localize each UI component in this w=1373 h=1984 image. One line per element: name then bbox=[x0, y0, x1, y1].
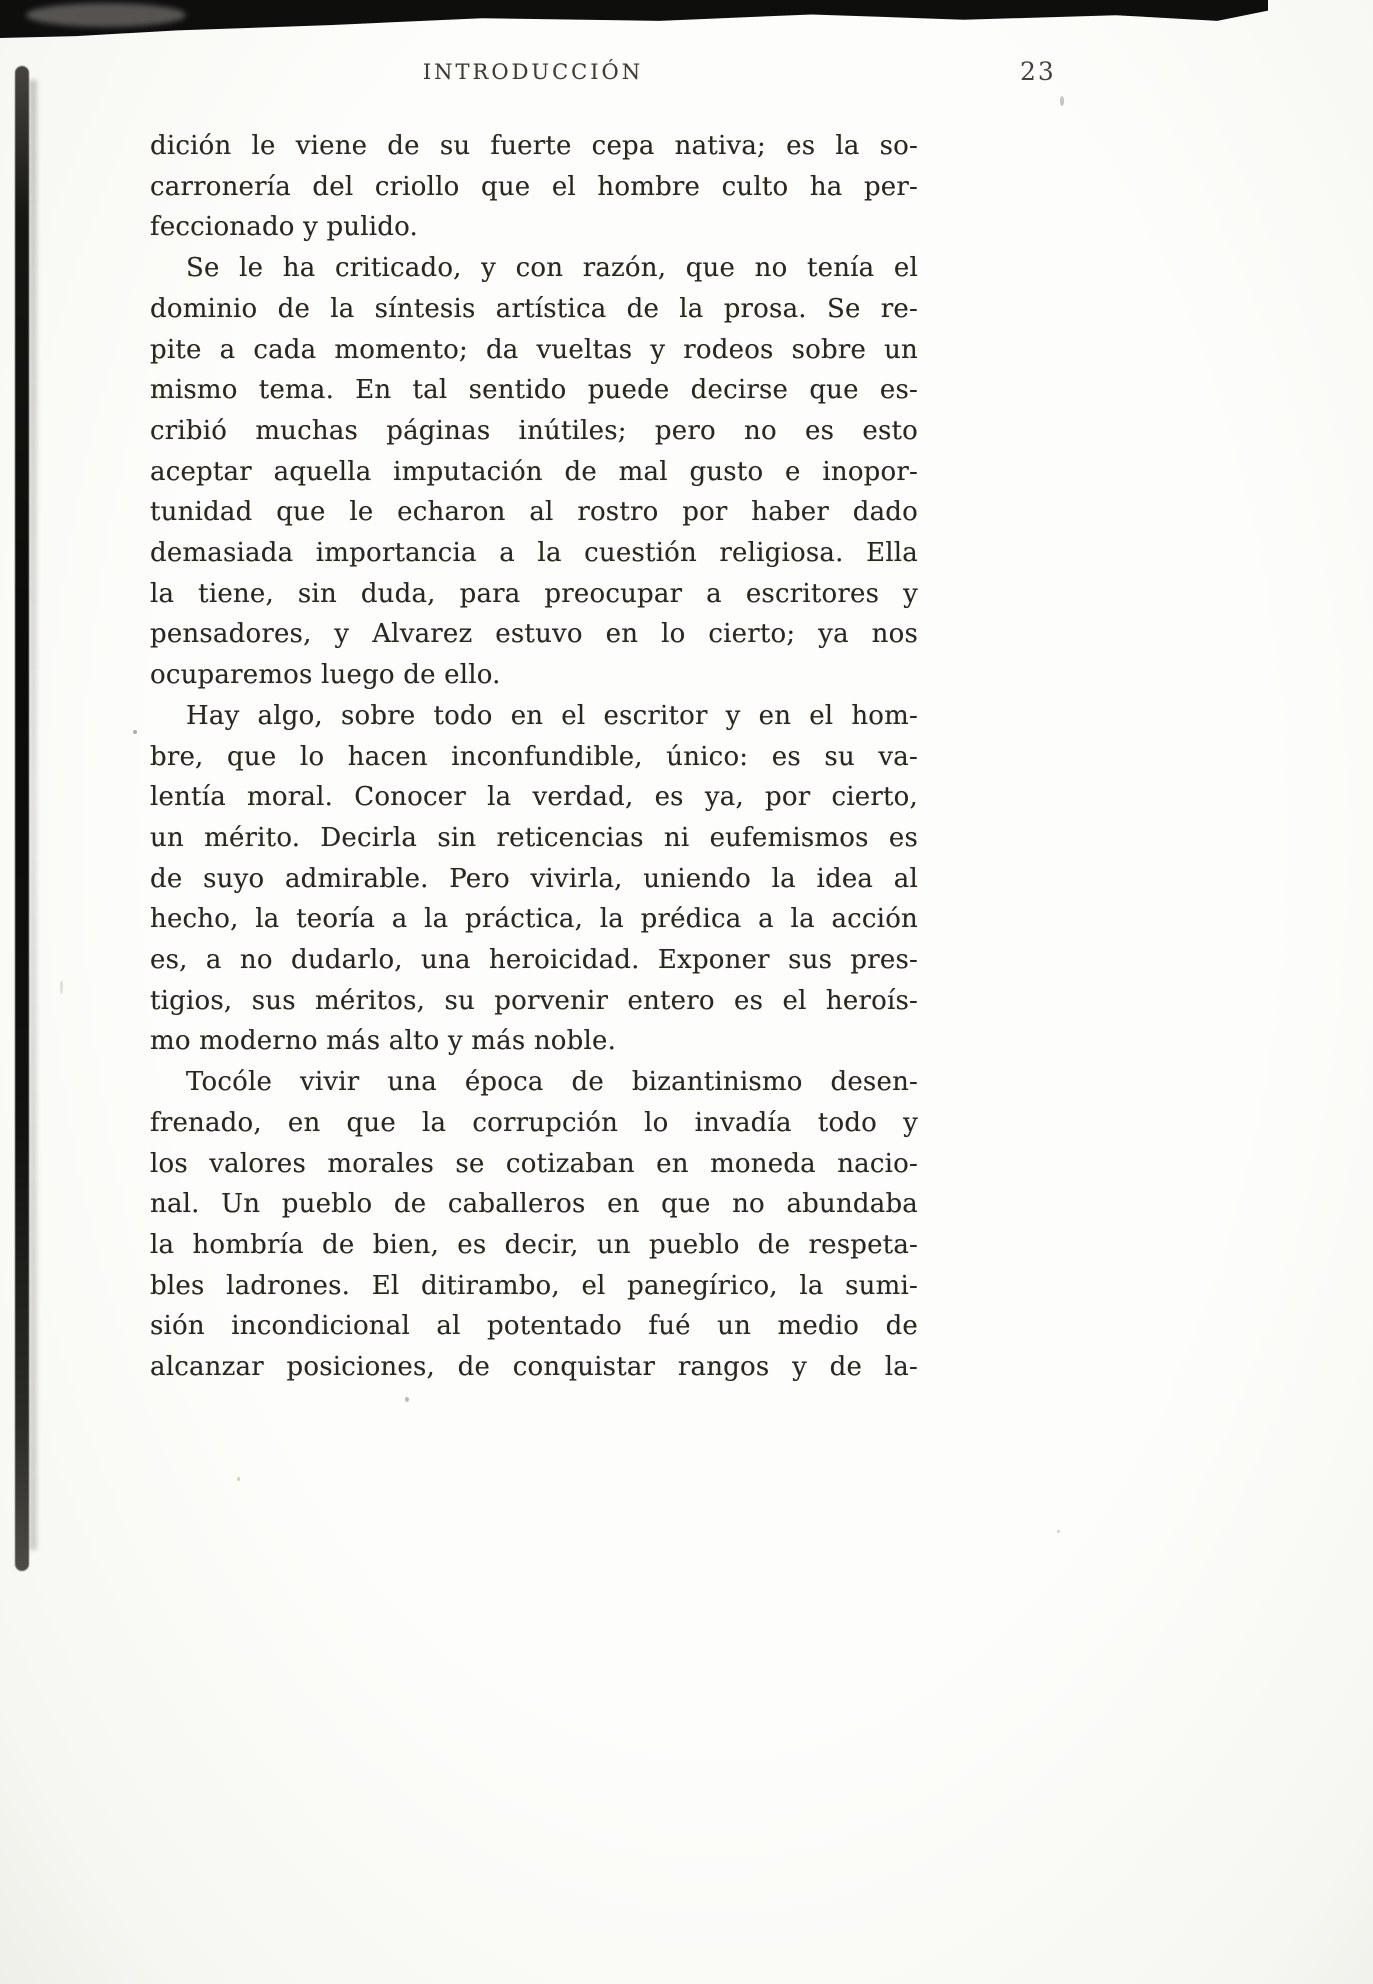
text-line: mo moderno más alto y más noble. bbox=[150, 1026, 617, 1057]
text-line: un mérito. Decirla sin reticencias ni eufemismos es bbox=[150, 822, 918, 853]
text-line: tigios, sus méritos, su porvenir entero es el heroís- bbox=[150, 985, 918, 1016]
text-line: carronería del criollo que el hombre culto ha per- bbox=[150, 171, 918, 202]
text-line: dición le viene de su fuerte cepa nativa; es la so- bbox=[150, 131, 918, 161]
text-line: dominio de la síntesis artística de la prosa. Se re- bbox=[150, 293, 918, 324]
text-line: demasiada importancia a la cuestión religiosa. Ella bbox=[150, 538, 918, 569]
text-line: la tiene, sin duda, para preocupar a escritores y bbox=[150, 578, 918, 609]
scan-speck bbox=[1057, 1530, 1060, 1533]
text-line: nal. Un pueblo de caballeros en que no abundaba bbox=[150, 1189, 918, 1220]
text-line: de suyo admirable. Pero vivirla, uniendo la idea al bbox=[150, 863, 918, 894]
text-line: los valores morales se cotizaban en moneda nacio- bbox=[150, 1148, 918, 1179]
text-line: alcanzar posiciones, de conquistar rangos y de la- bbox=[150, 1352, 918, 1383]
page-number: 23 bbox=[1020, 57, 1056, 86]
text-line: aceptar aquella imputación de mal gusto e inopor- bbox=[150, 456, 918, 487]
text-line: pite a cada momento; da vueltas y rodeos sobre un bbox=[150, 334, 918, 365]
text-line: tunidad que le echaron al rostro por haber dado bbox=[150, 497, 918, 528]
text-line: es, a no dudarlo, una heroicidad. Exponer sus pres- bbox=[150, 945, 918, 976]
text-line: Hay algo, sobre todo en el escritor y en el hom- bbox=[186, 700, 918, 731]
text-line: lentía moral. Conocer la verdad, es ya, por cierto, bbox=[150, 782, 918, 813]
text-line: bles ladrones. El ditirambo, el panegírico, la sumi- bbox=[150, 1270, 918, 1301]
scan-binding-feather bbox=[29, 80, 37, 1550]
text-line: pensadores, y Alvarez estuvo en lo cierto; ya nos bbox=[150, 619, 918, 650]
paragraph bbox=[150, 1062, 918, 1388]
scan-top-edge bbox=[0, 0, 1268, 38]
paragraph bbox=[150, 126, 918, 248]
scan-speck bbox=[133, 730, 137, 734]
scan-top-smudge bbox=[26, 3, 186, 27]
running-header bbox=[150, 60, 916, 84]
text-line: mismo tema. En tal sentido puede decirse que es- bbox=[150, 375, 918, 406]
paragraph bbox=[150, 696, 918, 1062]
text-line: la hombría de bien, es decir, un pueblo de respeta- bbox=[150, 1229, 918, 1260]
text-line: bre, que lo hacen inconfundible, único: es su va- bbox=[150, 741, 918, 772]
text-line: Tocóle vivir una época de bizantinismo desen- bbox=[186, 1067, 918, 1098]
text-line: feccionado y pulido. bbox=[150, 212, 418, 243]
text-block bbox=[150, 126, 918, 1388]
scan-speck bbox=[1060, 96, 1064, 106]
text-line: cribió muchas páginas inútiles; pero no es esto bbox=[150, 415, 918, 446]
paragraph bbox=[150, 248, 918, 696]
text-line: sión incondicional al potentado fué un medio de bbox=[150, 1311, 918, 1342]
scan-speck bbox=[60, 980, 63, 994]
scan-binding-shadow bbox=[15, 66, 29, 1571]
scan-speck bbox=[405, 1397, 409, 1402]
chapter-title: INTRODUCCIÓN bbox=[422, 60, 644, 84]
text-line: Se le ha criticado, y con razón, que no tenía el bbox=[186, 253, 918, 284]
text-line: frenado, en que la corrupción lo invadía todo y bbox=[150, 1107, 918, 1138]
text-line: ocuparemos luego de ello. bbox=[150, 660, 501, 691]
text-line: hecho, la teoría a la práctica, la prédica a la acción bbox=[150, 904, 918, 935]
scan-speck bbox=[237, 1477, 240, 1481]
